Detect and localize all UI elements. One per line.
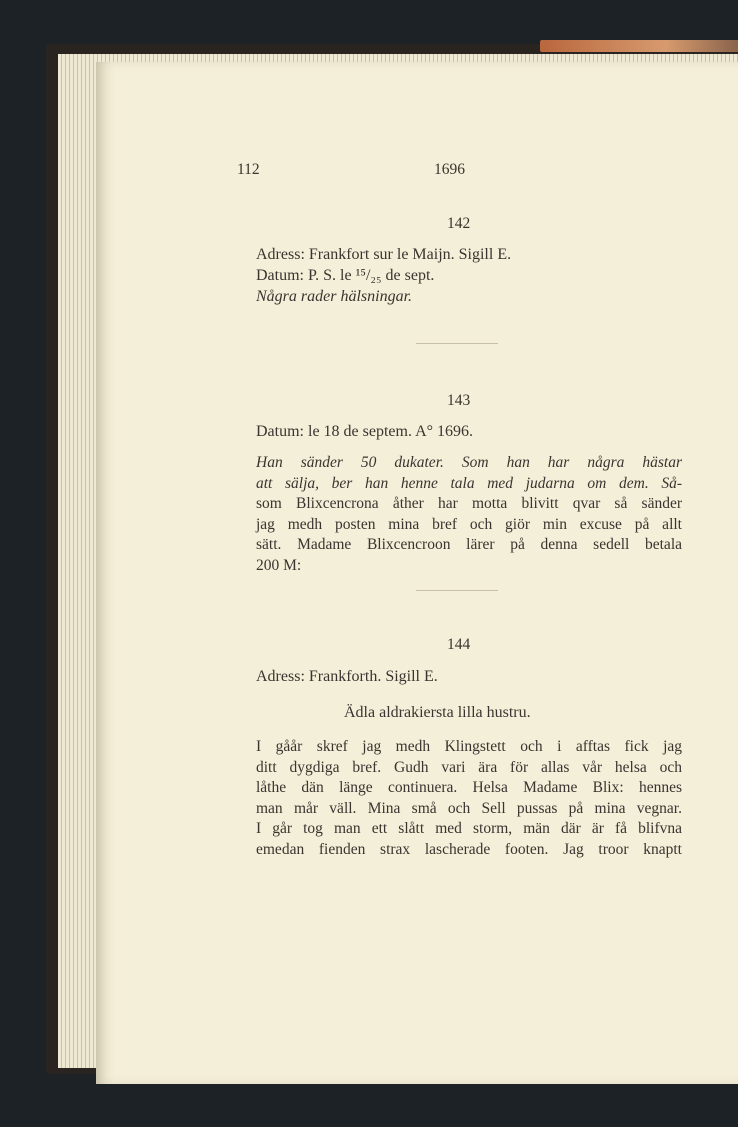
book-page xyxy=(96,62,738,1084)
body-line: som Blixcencrona åther har motta blivitt qvar så sänder xyxy=(256,495,682,512)
address-line: Adress: Frankfort sur le Maijn. Sigill E. xyxy=(256,246,512,263)
address-line: Adress: Frankforth. Sigill E. xyxy=(256,668,438,685)
page-number: 112 xyxy=(237,161,260,178)
body-line: man mår väll. Mina små och Sell pussas på mina vegnar. xyxy=(256,799,682,817)
letter-body xyxy=(256,737,682,860)
body-line: Han sänder 50 dukater. Som han har några hästar xyxy=(256,454,682,471)
page-year: 1696 xyxy=(434,161,465,178)
body-line: 200 M: xyxy=(256,556,302,574)
letter-number: 142 xyxy=(447,215,471,232)
greeting-line: Ädla aldrakiersta lilla hustru. xyxy=(344,704,531,721)
body-line: jag medh posten mina bref och giör min excuse på allt xyxy=(256,515,682,533)
body-line: låthe dän länge continuera. Helsa Madame Blix: hennes xyxy=(256,779,682,796)
letter-number: 144 xyxy=(447,636,471,653)
body-line: I går tog man ett slått med storm, män där är få blifvna xyxy=(256,820,682,837)
section-divider xyxy=(416,343,498,344)
body-line: emedan fienden strax lascherade footen. Jag troor knaptt xyxy=(256,840,682,858)
section-divider xyxy=(416,590,498,591)
letter-body xyxy=(256,453,682,576)
body-line: I gåår skref jag medh Klingstett och i afftas fick jag xyxy=(256,738,682,755)
body-line: sätt. Madame Blixcencroon lärer på denna sedell betala xyxy=(256,536,682,553)
letter-number: 143 xyxy=(447,392,471,409)
date-line: Datum: P. S. le ¹⁵/₂₅ de sept. xyxy=(256,267,435,284)
body-line: att sälja, ber han henne tala med judarna om dem. Så- xyxy=(256,474,682,492)
date-line: Datum: le 18 de septem. A° 1696. xyxy=(256,423,474,440)
summary-line: Några rader hälsningar. xyxy=(256,288,413,305)
cover-edge xyxy=(540,40,738,52)
body-line: ditt dygdiga bref. Gudh vari ära för allas vår helsa och xyxy=(256,758,682,776)
